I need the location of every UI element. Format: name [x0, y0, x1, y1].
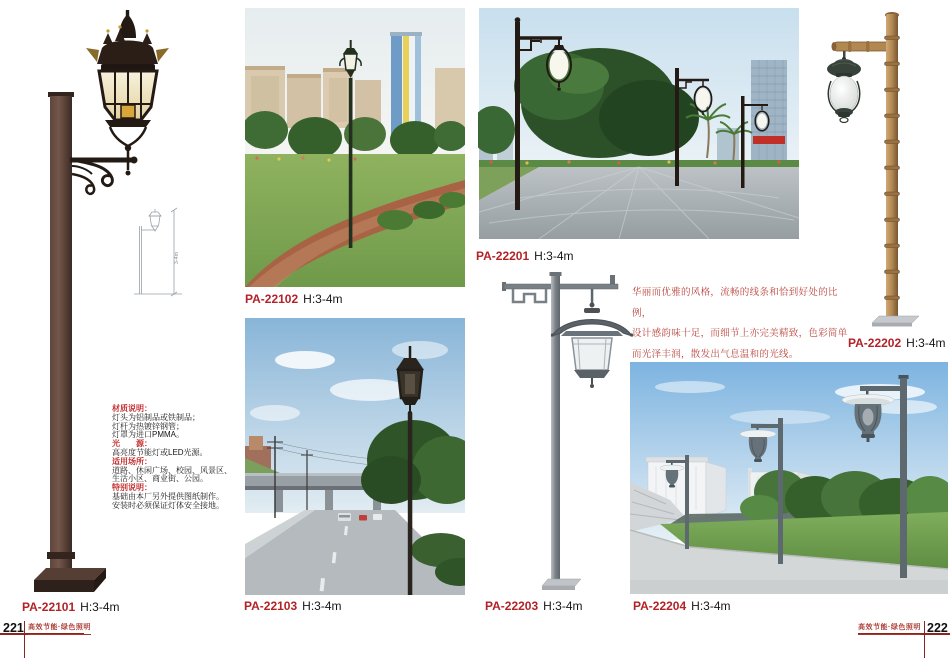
product-label-pa-22101 [22, 601, 120, 614]
footer-slogan-left: 高效节能·绿色照明 [28, 624, 91, 635]
height-spec: H:3-4m [303, 292, 343, 306]
plaza-lamps-scene [478, 8, 800, 239]
spec-line: 生活小区、商业街、公园。 [112, 474, 208, 484]
ornate-lantern-post-illustration [0, 8, 195, 602]
description-line: 而光泽丰润，散发出气息温和的光线。 [632, 348, 799, 360]
street-overpass-scene [245, 318, 465, 595]
height-spec: H:3-4m [80, 600, 120, 614]
description-line: 设计感韵味十足，而细节上亦完美精致，色彩简单 [632, 328, 848, 339]
spec-text-block [112, 405, 246, 511]
spec-heading-light-source: 光 源： [112, 439, 152, 449]
page-number-left: 221 [3, 621, 24, 635]
spec-line: 道路、休闲广场、校园、风景区、 [112, 465, 232, 475]
model-number: PA-22204 [633, 599, 687, 613]
product-label-pa-22102 [245, 293, 343, 306]
footer-slogan-right: 高效节能·绿色照明 [858, 624, 921, 635]
height-spec: H:3-4m [543, 599, 583, 613]
product-label-pa-22203 [485, 600, 583, 613]
product-photo-pa-22103 [245, 318, 465, 595]
model-number: PA-22101 [22, 600, 76, 614]
product-label-pa-22202 [848, 337, 946, 350]
model-number: PA-22103 [244, 599, 298, 613]
model-number: PA-22203 [485, 599, 539, 613]
spec-line: 灯罩为进口PMMA。 [112, 430, 184, 440]
product-render-pa-22203 [480, 262, 635, 595]
height-spec: H:3-4m [302, 599, 342, 613]
residential-road-lamps-scene [630, 362, 948, 594]
product-photo-pa-22204 [630, 362, 948, 594]
spec-heading-special: 特别说明： [112, 483, 152, 493]
spec-line: 灯杆为热镀锌钢管； [112, 421, 184, 431]
spec-heading-application: 适用场所： [112, 456, 152, 466]
height-spec: H:3-4m [534, 249, 574, 263]
page-number-right: 222 [927, 621, 948, 635]
spec-line: 安装时必须保证灯体安全接地。 [112, 500, 224, 510]
height-spec: H:3-4m [691, 599, 731, 613]
lamp-outline-drawing [134, 206, 186, 301]
pagoda-lantern-pole-illustration [480, 262, 635, 595]
product-label-pa-22204 [633, 600, 731, 613]
model-number: PA-22201 [476, 249, 530, 263]
spec-line: 高亮度节能灯或LED光源。 [112, 447, 208, 457]
spec-line: 基础由本厂另外提供图纸制作。 [112, 491, 224, 501]
model-number: PA-22102 [245, 292, 299, 306]
dimension-diagram [134, 206, 186, 301]
description-line: 华丽而优雅的风格，流畅的线条和恰到好处的比例， [632, 287, 838, 319]
park-path-scene [245, 8, 465, 287]
description-text [632, 283, 850, 365]
product-label-pa-22201 [476, 250, 574, 263]
spec-line: 灯头为铝制品或铁制品； [112, 412, 200, 422]
footer-divider-right [924, 621, 926, 658]
model-number: PA-22202 [848, 336, 902, 350]
height-spec: H:3-4m [906, 336, 946, 350]
product-photo-pa-22201 [478, 8, 800, 239]
product-render-pa-22101 [0, 8, 195, 602]
spec-heading-material: 材质说明： [112, 404, 152, 413]
product-photo-pa-22102 [245, 8, 465, 287]
dimension-label: 3-4m [174, 251, 180, 265]
product-label-pa-22103 [244, 600, 342, 613]
